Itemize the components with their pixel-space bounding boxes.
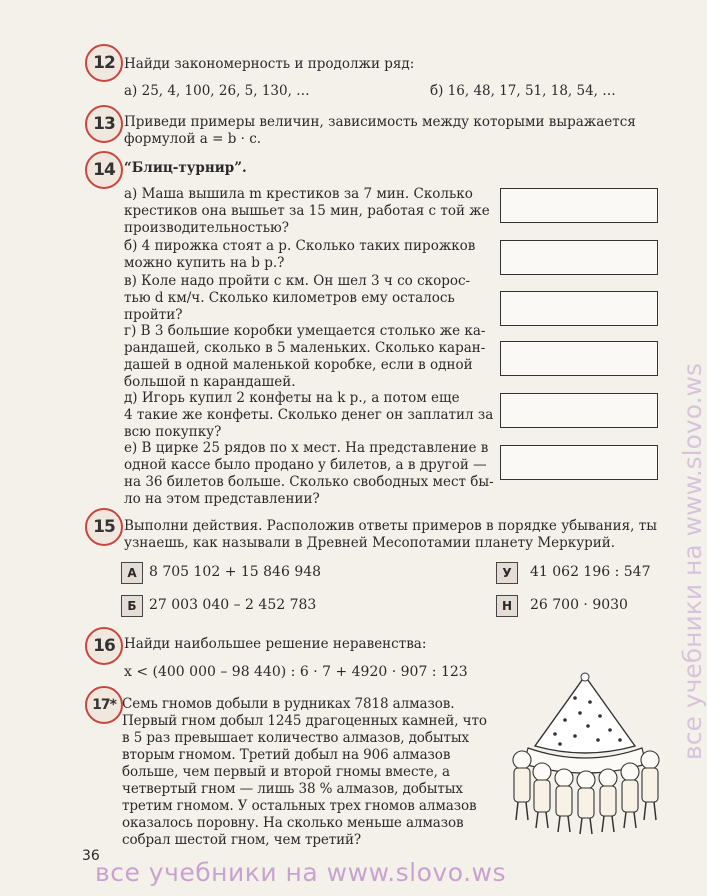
- task-14-item-b: б) 4 пирожка стоят a р. Сколько таких пирожков можно купить на b р.?: [124, 238, 476, 271]
- task-number-13: 13: [85, 105, 123, 143]
- task-14-item-a: а) Маша вышила m крестиков за 7 мин. Сколько крестиков она вышьет за 15 мин, работая с той же производительностью?: [124, 186, 490, 236]
- answer-box-f[interactable]: [500, 445, 658, 480]
- task-15-line-1: Выполни действия. Расположив ответы примеров в порядке убывания, ты: [124, 518, 657, 534]
- watermark-bottom: все учебники на www.slovo.ws: [95, 858, 506, 887]
- example-U: 41 062 196 : 547: [530, 564, 651, 580]
- answer-box-b[interactable]: [500, 240, 658, 275]
- example-B: 27 003 040 – 2 452 783: [149, 597, 317, 613]
- answer-box-c[interactable]: [500, 291, 658, 326]
- task-12-series-b: б) 16, 48, 17, 51, 18, 54, …: [430, 83, 616, 99]
- task-12-title: Найди закономерность и продолжи ряд:: [124, 56, 415, 72]
- task-14-title: “Блиц-турнир”.: [124, 160, 247, 176]
- task-number-12: 12: [85, 44, 123, 82]
- example-N: 26 700 · 9030: [530, 597, 628, 613]
- task-12-series-a: а) 25, 4, 100, 26, 5, 130, …: [124, 83, 310, 99]
- gnomes-illustration: [500, 668, 670, 838]
- task-13-line-1: Приведи примеры величин, зависимость между которыми выражается: [124, 114, 636, 130]
- task-number-17: 17*: [85, 686, 123, 724]
- task-13-line-2: формулой a = b · c.: [124, 131, 262, 147]
- task-14-item-f: е) В цирке 25 рядов по x мест. На представление в одной кассе было продано y билетов, а в другой — на 36 билетов больше. Сколько свободных мест бы- ло на этом представлении?: [124, 440, 494, 507]
- task-14-item-d: г) В 3 большие коробки умещается столько же ка- рандашей, сколько в 5 маленьких. Сколько каран- дашей в одной маленькой коробке, если в одной большой n карандашей.: [124, 323, 486, 390]
- task-14-item-c: в) Коле надо пройти c км. Он шел 3 ч со скорос- тью d км/ч. Сколько километров ему осталось пройти?: [124, 273, 471, 323]
- letter-U-tile: У: [496, 562, 518, 584]
- example-A: 8 705 102 + 15 846 948: [149, 564, 322, 580]
- task-16-inequality: x < (400 000 – 98 440) : 6 · 7 + 4920 · 907 : 123: [124, 664, 468, 680]
- letter-A-tile: А: [121, 562, 143, 584]
- answer-box-d[interactable]: [500, 341, 658, 376]
- answer-box-a[interactable]: [500, 188, 658, 223]
- page-number: 36: [82, 848, 100, 864]
- task-16-title: Найди наибольшее решение неравенства:: [124, 636, 427, 652]
- letter-B-tile: Б: [121, 595, 143, 617]
- task-number-14: 14: [85, 151, 123, 189]
- letter-N-tile: Н: [496, 595, 518, 617]
- task-15-line-2: узнаешь, как называли в Древней Месопотамии планету Меркурий.: [124, 535, 616, 551]
- task-number-16: 16: [85, 627, 123, 665]
- task-number-15: 15: [85, 508, 123, 546]
- watermark-side: все учебники на www.slovo.ws: [678, 363, 707, 760]
- task-17-text: Семь гномов добыли в рудниках 7818 алмазов. Первый гном добыл 1245 драгоценных камней, что в 5 раз превышает количество алмазов, добытых вторым гномом. Третий добыл на 906 алмазов больше, чем первый и второй гномы вместе, а четвертый гном — лишь 38 % алмазов, добытых третим гномом. У остальных трех гномов алмазов оказалось поровну. На сколько меньше алмазов собрал шестой гном, чем третий?: [122, 696, 487, 848]
- answer-box-e[interactable]: [500, 393, 658, 428]
- task-14-item-e: д) Игорь купил 2 конфеты на k р., а потом еще 4 такие же конфеты. Сколько денег он заплатил за всю покупку?: [124, 390, 494, 440]
